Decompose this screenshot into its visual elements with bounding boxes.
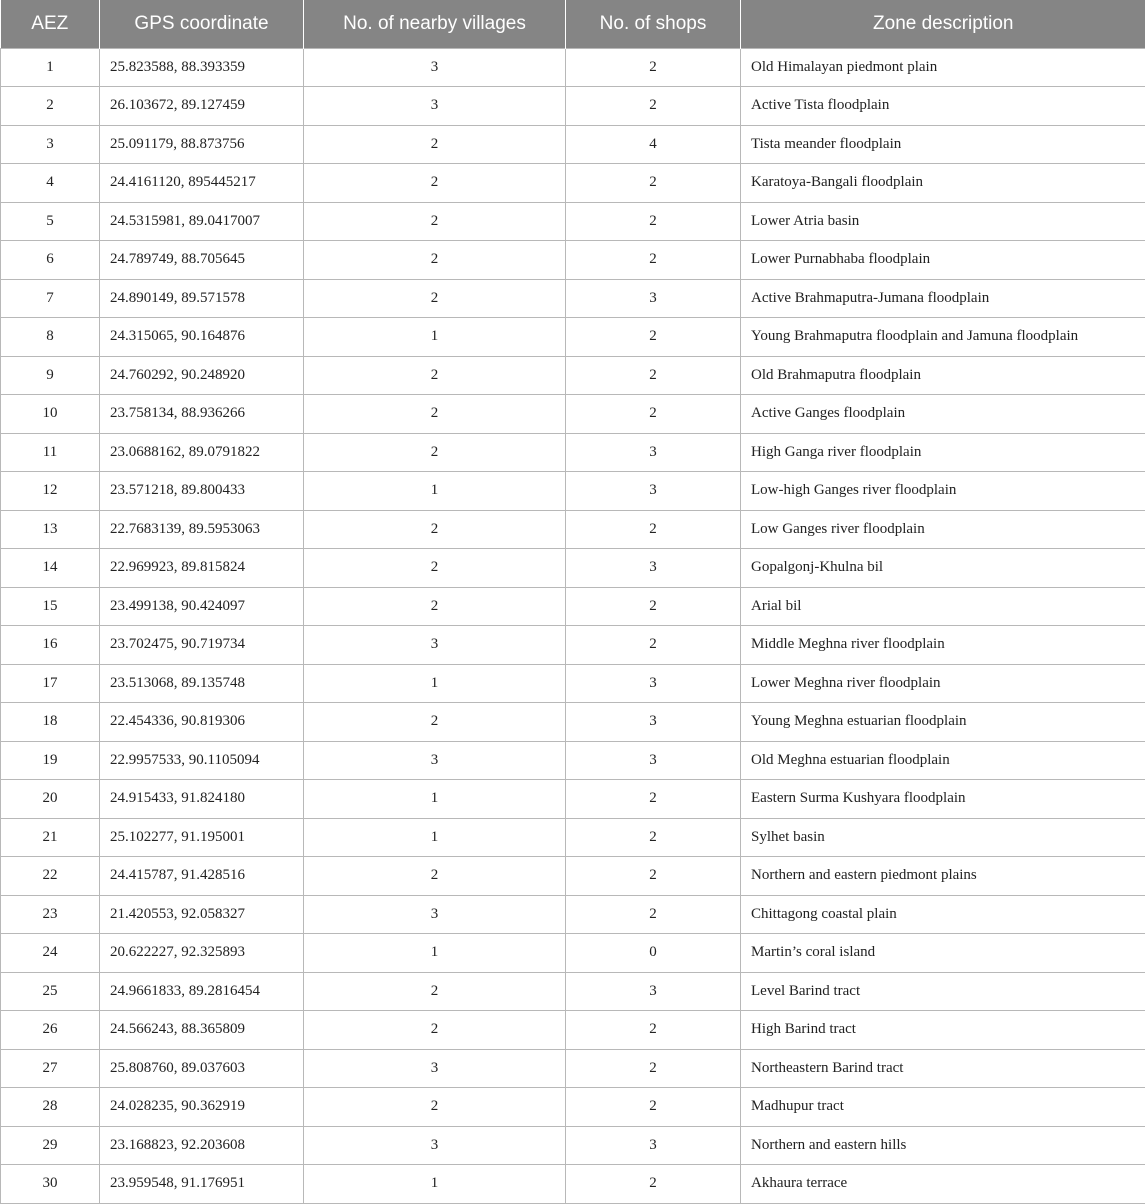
aez-cell: 15	[1, 587, 100, 626]
aez-cell: 24	[1, 934, 100, 973]
shops-cell: 2	[566, 48, 741, 87]
aez-cell: 6	[1, 241, 100, 280]
table-row	[1, 626, 1145, 665]
shops-cell: 3	[566, 664, 741, 703]
zone-description-cell: Young Meghna estuarian floodplain	[741, 703, 1145, 742]
nearby-villages-cell: 1	[304, 818, 566, 857]
header-gps-coordinate: GPS coordinate	[100, 0, 304, 48]
header-shops: No. of shops	[566, 0, 741, 48]
nearby-villages-cell: 2	[304, 433, 566, 472]
aez-cell: 2	[1, 87, 100, 126]
table-row	[1, 780, 1145, 819]
table-row	[1, 1165, 1145, 1204]
nearby-villages-cell: 2	[304, 1088, 566, 1127]
gps-coordinate-cell: 24.5315981, 89.0417007	[100, 202, 304, 241]
zone-description-cell: Low-high Ganges river floodplain	[741, 472, 1145, 511]
gps-coordinate-cell: 24.566243, 88.365809	[100, 1011, 304, 1050]
table-row	[1, 395, 1145, 434]
zone-description-cell: Akhaura terrace	[741, 1165, 1145, 1204]
table-row	[1, 472, 1145, 511]
nearby-villages-cell: 2	[304, 202, 566, 241]
gps-coordinate-cell: 24.028235, 90.362919	[100, 1088, 304, 1127]
zone-description-cell: Tista meander floodplain	[741, 125, 1145, 164]
gps-coordinate-cell: 22.7683139, 89.5953063	[100, 510, 304, 549]
nearby-villages-cell: 2	[304, 356, 566, 395]
zone-description-cell: Old Himalayan piedmont plain	[741, 48, 1145, 87]
gps-coordinate-cell: 23.499138, 90.424097	[100, 587, 304, 626]
table-row	[1, 125, 1145, 164]
gps-coordinate-cell: 24.760292, 90.248920	[100, 356, 304, 395]
zone-description-cell: Level Barind tract	[741, 972, 1145, 1011]
aez-cell: 25	[1, 972, 100, 1011]
nearby-villages-cell: 2	[304, 510, 566, 549]
table-row	[1, 318, 1145, 357]
zone-description-cell: Lower Atria basin	[741, 202, 1145, 241]
gps-coordinate-cell: 24.415787, 91.428516	[100, 857, 304, 896]
gps-coordinate-cell: 23.0688162, 89.0791822	[100, 433, 304, 472]
nearby-villages-cell: 3	[304, 1126, 566, 1165]
table-row	[1, 279, 1145, 318]
shops-cell: 2	[566, 1049, 741, 1088]
zone-description-cell: Chittagong coastal plain	[741, 895, 1145, 934]
table-row	[1, 202, 1145, 241]
shops-cell: 4	[566, 125, 741, 164]
shops-cell: 2	[566, 395, 741, 434]
gps-coordinate-cell: 26.103672, 89.127459	[100, 87, 304, 126]
zone-description-cell: Old Brahmaputra floodplain	[741, 356, 1145, 395]
aez-cell: 3	[1, 125, 100, 164]
table-row	[1, 356, 1145, 395]
aez-cell: 17	[1, 664, 100, 703]
table-row	[1, 549, 1145, 588]
zone-description-cell: Northeastern Barind tract	[741, 1049, 1145, 1088]
aez-cell: 1	[1, 48, 100, 87]
zone-description-cell: Northern and eastern piedmont plains	[741, 857, 1145, 896]
gps-coordinate-cell: 21.420553, 92.058327	[100, 895, 304, 934]
zone-description-cell: Young Brahmaputra floodplain and Jamuna floodplain	[741, 318, 1145, 357]
aez-cell: 7	[1, 279, 100, 318]
table-body	[1, 48, 1145, 1203]
table-header-row	[1, 0, 1145, 48]
shops-cell: 2	[566, 202, 741, 241]
shops-cell: 2	[566, 626, 741, 665]
nearby-villages-cell: 2	[304, 857, 566, 896]
shops-cell: 2	[566, 1165, 741, 1204]
table-row	[1, 934, 1145, 973]
aez-cell: 27	[1, 1049, 100, 1088]
aez-cell: 30	[1, 1165, 100, 1204]
nearby-villages-cell: 3	[304, 741, 566, 780]
aez-cell: 26	[1, 1011, 100, 1050]
gps-coordinate-cell: 22.454336, 90.819306	[100, 703, 304, 742]
gps-coordinate-cell: 24.4161120, 895445217	[100, 164, 304, 203]
aez-cell: 28	[1, 1088, 100, 1127]
shops-cell: 2	[566, 895, 741, 934]
shops-cell: 2	[566, 780, 741, 819]
shops-cell: 0	[566, 934, 741, 973]
gps-coordinate-cell: 25.808760, 89.037603	[100, 1049, 304, 1088]
shops-cell: 2	[566, 1011, 741, 1050]
shops-cell: 3	[566, 433, 741, 472]
shops-cell: 2	[566, 1088, 741, 1127]
aez-cell: 21	[1, 818, 100, 857]
aez-cell: 11	[1, 433, 100, 472]
aez-cell: 23	[1, 895, 100, 934]
gps-coordinate-cell: 25.091179, 88.873756	[100, 125, 304, 164]
zone-description-cell: High Barind tract	[741, 1011, 1145, 1050]
table-row	[1, 1049, 1145, 1088]
nearby-villages-cell: 1	[304, 472, 566, 511]
zone-description-cell: Gopalgonj-Khulna bil	[741, 549, 1145, 588]
nearby-villages-cell: 2	[304, 703, 566, 742]
zone-description-cell: Active Brahmaputra-Jumana floodplain	[741, 279, 1145, 318]
aez-cell: 20	[1, 780, 100, 819]
nearby-villages-cell: 2	[304, 549, 566, 588]
zone-description-cell: Low Ganges river floodplain	[741, 510, 1145, 549]
nearby-villages-cell: 3	[304, 48, 566, 87]
aez-cell: 29	[1, 1126, 100, 1165]
table-row	[1, 87, 1145, 126]
nearby-villages-cell: 3	[304, 895, 566, 934]
aez-cell: 9	[1, 356, 100, 395]
header-zone-description: Zone description	[741, 0, 1145, 48]
nearby-villages-cell: 1	[304, 934, 566, 973]
zone-description-cell: Karatoya-Bangali floodplain	[741, 164, 1145, 203]
nearby-villages-cell: 2	[304, 972, 566, 1011]
shops-cell: 2	[566, 857, 741, 896]
nearby-villages-cell: 2	[304, 125, 566, 164]
zone-description-cell: Lower Purnabhaba floodplain	[741, 241, 1145, 280]
nearby-villages-cell: 2	[304, 395, 566, 434]
aez-cell: 12	[1, 472, 100, 511]
shops-cell: 3	[566, 703, 741, 742]
nearby-villages-cell: 2	[304, 279, 566, 318]
gps-coordinate-cell: 24.890149, 89.571578	[100, 279, 304, 318]
aez-cell: 16	[1, 626, 100, 665]
gps-coordinate-cell: 23.758134, 88.936266	[100, 395, 304, 434]
zone-description-cell: Lower Meghna river floodplain	[741, 664, 1145, 703]
gps-coordinate-cell: 23.513068, 89.135748	[100, 664, 304, 703]
zone-description-cell: Old Meghna estuarian floodplain	[741, 741, 1145, 780]
zone-description-cell: Active Ganges floodplain	[741, 395, 1145, 434]
gps-coordinate-cell: 24.915433, 91.824180	[100, 780, 304, 819]
aez-cell: 5	[1, 202, 100, 241]
shops-cell: 2	[566, 510, 741, 549]
shops-cell: 2	[566, 87, 741, 126]
table-row	[1, 48, 1145, 87]
zone-description-cell: Martin’s coral island	[741, 934, 1145, 973]
zone-description-cell: Eastern Surma Kushyara floodplain	[741, 780, 1145, 819]
nearby-villages-cell: 3	[304, 626, 566, 665]
header-nearby-villages: No. of nearby villages	[304, 0, 566, 48]
shops-cell: 3	[566, 741, 741, 780]
aez-cell: 19	[1, 741, 100, 780]
table-row	[1, 741, 1145, 780]
zone-description-cell: Sylhet basin	[741, 818, 1145, 857]
zone-description-cell: Active Tista floodplain	[741, 87, 1145, 126]
aez-cell: 18	[1, 703, 100, 742]
table-row	[1, 664, 1145, 703]
shops-cell: 3	[566, 972, 741, 1011]
gps-coordinate-cell: 23.571218, 89.800433	[100, 472, 304, 511]
nearby-villages-cell: 2	[304, 587, 566, 626]
table-row	[1, 241, 1145, 280]
table-row	[1, 972, 1145, 1011]
aez-cell: 4	[1, 164, 100, 203]
table-row	[1, 433, 1145, 472]
nearby-villages-cell: 3	[304, 1049, 566, 1088]
gps-coordinate-cell: 22.9957533, 90.1105094	[100, 741, 304, 780]
nearby-villages-cell: 2	[304, 1011, 566, 1050]
gps-coordinate-cell: 23.168823, 92.203608	[100, 1126, 304, 1165]
nearby-villages-cell: 1	[304, 664, 566, 703]
nearby-villages-cell: 2	[304, 241, 566, 280]
zone-description-cell: Northern and eastern hills	[741, 1126, 1145, 1165]
header-aez: AEZ	[1, 0, 100, 48]
shops-cell: 3	[566, 1126, 741, 1165]
nearby-villages-cell: 1	[304, 1165, 566, 1204]
nearby-villages-cell: 1	[304, 780, 566, 819]
aez-cell: 14	[1, 549, 100, 588]
zone-description-cell: Arial bil	[741, 587, 1145, 626]
gps-coordinate-cell: 23.702475, 90.719734	[100, 626, 304, 665]
gps-coordinate-cell: 24.315065, 90.164876	[100, 318, 304, 357]
zone-description-cell: High Ganga river floodplain	[741, 433, 1145, 472]
nearby-villages-cell: 2	[304, 164, 566, 203]
aez-cell: 22	[1, 857, 100, 896]
table-row	[1, 818, 1145, 857]
shops-cell: 3	[566, 549, 741, 588]
shops-cell: 3	[566, 472, 741, 511]
shops-cell: 2	[566, 164, 741, 203]
table-row	[1, 1011, 1145, 1050]
nearby-villages-cell: 1	[304, 318, 566, 357]
table-row	[1, 857, 1145, 896]
shops-cell: 2	[566, 587, 741, 626]
table-row	[1, 587, 1145, 626]
shops-cell: 2	[566, 241, 741, 280]
zone-description-cell: Madhupur tract	[741, 1088, 1145, 1127]
gps-coordinate-cell: 25.823588, 88.393359	[100, 48, 304, 87]
table-row	[1, 895, 1145, 934]
shops-cell: 2	[566, 356, 741, 395]
gps-coordinate-cell: 22.969923, 89.815824	[100, 549, 304, 588]
aez-cell: 8	[1, 318, 100, 357]
table-row	[1, 1126, 1145, 1165]
gps-coordinate-cell: 23.959548, 91.176951	[100, 1165, 304, 1204]
table-row	[1, 1088, 1145, 1127]
nearby-villages-cell: 3	[304, 87, 566, 126]
table-row	[1, 164, 1145, 203]
aez-cell: 13	[1, 510, 100, 549]
table-row	[1, 510, 1145, 549]
zone-description-cell: Middle Meghna river floodplain	[741, 626, 1145, 665]
shops-cell: 2	[566, 818, 741, 857]
aez-cell: 10	[1, 395, 100, 434]
shops-cell: 2	[566, 318, 741, 357]
gps-coordinate-cell: 20.622227, 92.325893	[100, 934, 304, 973]
gps-coordinate-cell: 24.9661833, 89.2816454	[100, 972, 304, 1011]
shops-cell: 3	[566, 279, 741, 318]
table-row	[1, 703, 1145, 742]
gps-coordinate-cell: 25.102277, 91.195001	[100, 818, 304, 857]
gps-coordinate-cell: 24.789749, 88.705645	[100, 241, 304, 280]
